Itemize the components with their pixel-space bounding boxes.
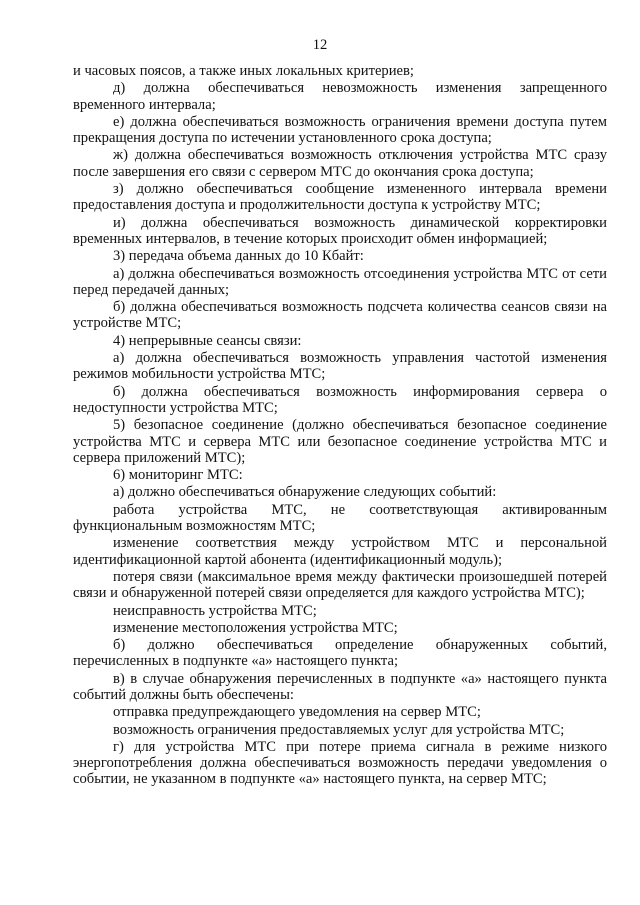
paragraph: б) должно обеспечиваться определение обнаруженных событий, перечисленных в подпункте «а» настоящего пункта;: [73, 637, 607, 670]
paragraph: ж) должна обеспечиваться возможность отключения устройства МТС сразу после завершения его связи с сервером МТС до окончания срока доступа;: [73, 147, 607, 180]
paragraph: а) должно обеспечиваться обнаружение следующих событий:: [113, 484, 497, 501]
paragraph: 4) непрерывные сеансы связи:: [113, 332, 302, 349]
paragraph: изменение соответствия между устройством МТС и персональной идентификационной картой абонента (идентификационный модуль);: [73, 535, 607, 568]
paragraph: з) должно обеспечиваться сообщение измененного интервала времени предоставления доступа и продолжительности доступа к устройству МТС;: [73, 181, 607, 214]
paragraph: а) должна обеспечиваться возможность управления частотой изменения режимов мобильности устройства МТС;: [73, 350, 607, 383]
paragraph: работа устройства МТС, не соответствующая активированным функциональным возможностям МТС;: [73, 501, 607, 535]
paragraph: б) должна обеспечиваться возможность информирования сервера о недоступности устройства МТС;: [73, 383, 607, 416]
paragraph: неисправность устройства МТС;: [113, 602, 317, 619]
paragraph: 5) безопасное соединение (должно обеспечиваться безопасное соединение устройства МТС и сервера МТС или безопасное соединение устройства МТС и сервера приложений МТС);: [73, 417, 607, 466]
paragraph: возможность ограничения предоставляемых услуг для устройства МТС;: [113, 721, 565, 738]
paragraph: и) должна обеспечиваться возможность динамической корректировки временных интервалов, в течение которых происходит обмен информацией;: [73, 214, 607, 247]
paragraph: а) должна обеспечиваться возможность отсоединения устройства МТС от сети перед передачей данных;: [73, 265, 607, 298]
paragraph: в) в случае обнаружения перечисленных в подпункте «а» настоящего пункта событий должны быть обеспечены:: [73, 670, 607, 703]
page-number: 12: [312, 37, 328, 53]
paragraph: г) для устройства МТС при потере приема сигнала в режиме низкого энергопотребления должна обеспечиваться возможность передачи уведомления о событии, не указанном в подпункте «а» настоящего пункта, на сервер МТС;: [73, 738, 607, 788]
paragraph: д) должна обеспечиваться невозможность изменения запрещенного временного интервала;: [73, 80, 607, 113]
paragraph: и часовых поясов, а также иных локальных критериев;: [73, 63, 414, 79]
paragraph: 6) мониторинг МТС:: [113, 467, 243, 484]
paragraph: 3) передача объема данных до 10 Кбайт:: [113, 248, 364, 265]
paragraph: изменение местоположения устройства МТС;: [113, 619, 398, 636]
paragraph: б) должна обеспечиваться возможность подсчета количества сеансов связи на устройстве МТС;: [73, 299, 607, 332]
document-body: [73, 63, 607, 788]
paragraph: потеря связи (максимальное время между фактически произошедшей потерей связи и обнаруженной потерей связи определяется для каждого устройства МТС);: [73, 568, 607, 602]
paragraph: е) должна обеспечиваться возможность ограничения времени доступа путем прекращения доступа по истечении установленного срока доступа;: [73, 113, 607, 147]
paragraph: отправка предупреждающего уведомления на сервер МТС;: [113, 704, 481, 721]
